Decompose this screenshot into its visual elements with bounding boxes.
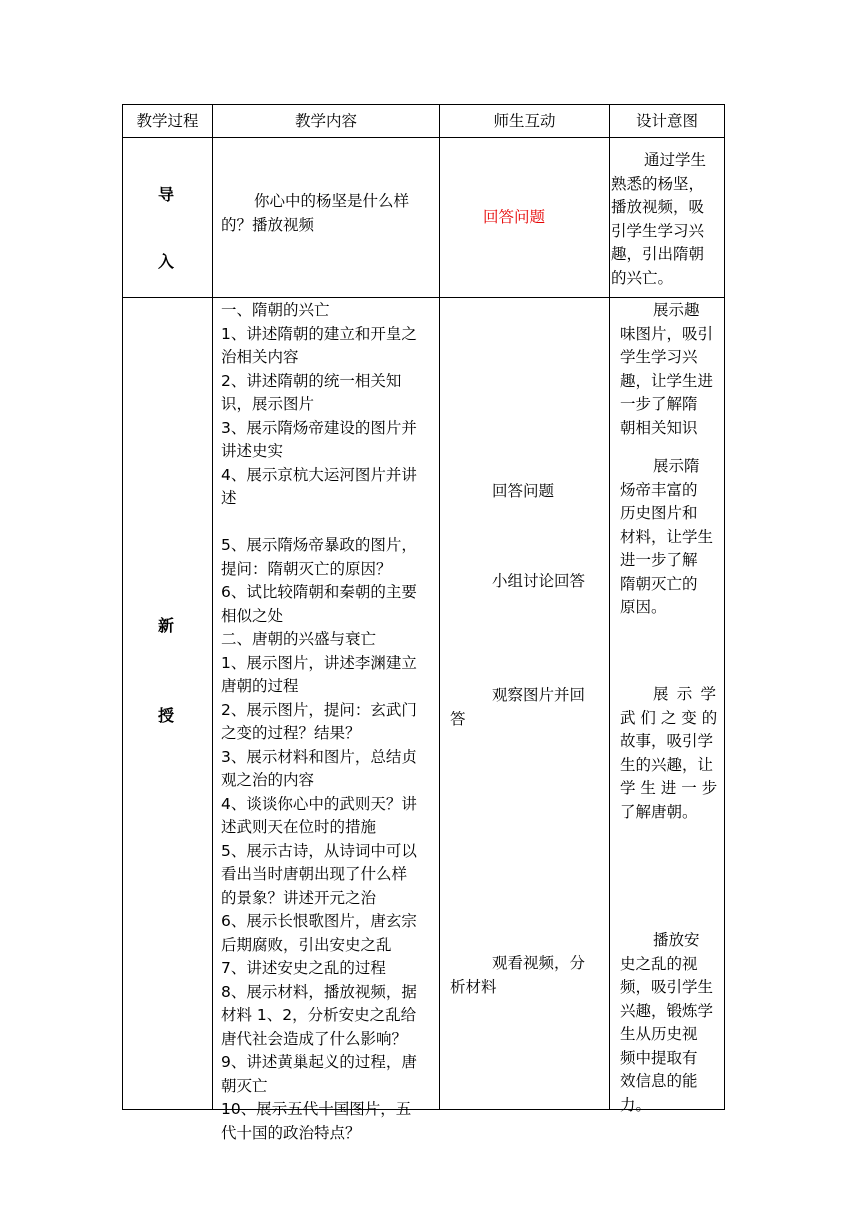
intent-block xyxy=(620,455,716,620)
intent-line: 播放视频，吸 xyxy=(611,198,705,216)
column-divider xyxy=(609,104,610,1110)
intent-line: 朝相关知识 xyxy=(620,418,698,437)
intent-line: 力。 xyxy=(620,1095,652,1114)
content-line: 治相关内容 xyxy=(221,348,299,366)
intent-line: 效信息的能 xyxy=(620,1072,698,1090)
stage-label: 导 xyxy=(158,185,175,204)
intent-line: 史之乱的视 xyxy=(620,954,698,973)
intent-block xyxy=(620,299,716,440)
intent-line: 频中提取有 xyxy=(620,1048,698,1067)
content-line: 识，展示图片 xyxy=(221,395,315,413)
content-line: 代十国的政治特点？ xyxy=(221,1123,361,1142)
content-line: 观之治的内容 xyxy=(221,771,315,789)
content-line: 7、讲述安史之乱的过程 xyxy=(221,959,386,977)
intent-block xyxy=(620,929,716,1117)
intent-cell xyxy=(611,149,721,290)
intent-line: 生的兴趣，让 xyxy=(620,755,714,774)
content-line: 4、谈谈你心中的武则天？讲 xyxy=(221,794,417,813)
intent-line: 炀帝丰富的 xyxy=(620,480,698,499)
intent-line: 展 示 学 xyxy=(653,685,716,703)
content-line: 6、试比较隋朝和秦朝的主要 xyxy=(221,583,417,601)
lesson-plan-table xyxy=(122,104,725,1142)
interaction-line: 答 xyxy=(450,709,466,728)
content-line: 唐代社会造成了什么影响？ xyxy=(221,1029,408,1048)
content-line: 5、展示古诗，从诗词中可以 xyxy=(221,841,417,860)
content-line: 看出当时唐朝出现了什么样 xyxy=(221,865,408,883)
content-line: 唐朝的过程 xyxy=(221,677,299,695)
interaction-line: 析材料 xyxy=(450,977,497,996)
stage-label: 授 xyxy=(158,706,175,725)
intent-line: 展示趣 xyxy=(653,301,700,319)
content-line: 4、展示京杭大运河图片并讲 xyxy=(221,465,417,484)
intent-line: 学 生 进 一 步 xyxy=(620,779,718,797)
intent-line: 一步了解隋 xyxy=(620,395,698,413)
intent-line: 进一步了解 xyxy=(620,551,698,569)
content-cell xyxy=(221,190,436,237)
intent-line: 故事，吸引学 xyxy=(620,732,714,750)
content-line: 1、讲述隋朝的建立和开皇之 xyxy=(221,324,417,343)
intent-line: 趣，让学生进 xyxy=(620,371,714,390)
intent-line: 原因。 xyxy=(620,598,667,616)
content-line: 1、展示图片，讲述李渊建立 xyxy=(221,653,417,672)
stage-label: 入 xyxy=(158,252,175,271)
content-line: 朝灭亡 xyxy=(221,1076,268,1095)
content-line: 后期腐败，引出安史之乱 xyxy=(221,935,392,954)
blank-line xyxy=(221,511,436,535)
intent-block xyxy=(620,683,716,824)
interaction-text: 回答问题 xyxy=(492,482,555,500)
content-line: 2、讲述隋朝的统一相关知 xyxy=(221,371,402,390)
intent-line: 的兴亡。 xyxy=(611,268,674,287)
content-cell xyxy=(221,299,436,1145)
intent-line: 历史图片和 xyxy=(620,504,698,522)
content-line: 材料 1、2，分析安史之乱给 xyxy=(221,1006,417,1024)
header-interaction: 师生互动 xyxy=(493,112,556,130)
intent-line: 了解唐朝。 xyxy=(620,802,698,821)
interaction-text xyxy=(450,952,605,999)
intent-line: 熟悉的杨坚， xyxy=(611,174,705,193)
interaction-text: 小组讨论回答 xyxy=(492,572,586,590)
header-content: 教学内容 xyxy=(294,112,357,130)
header-process: 教学过程 xyxy=(136,112,199,130)
interaction-line: 观察图片并回 xyxy=(492,686,586,704)
content-line: 3、展示材料和图片，总结贞 xyxy=(221,747,417,766)
content-line: 的？播放视频 xyxy=(221,215,315,234)
content-line: 3、展示隋炀帝建设的图片并 xyxy=(221,418,417,437)
content-line: 6、展示长恨歌图片，唐玄宗 xyxy=(221,912,417,930)
column-divider xyxy=(212,104,213,1110)
header-intent: 设计意图 xyxy=(635,112,698,130)
table-border-left xyxy=(122,104,123,1110)
interaction-text: 回答问题 xyxy=(483,208,546,226)
intent-line: 武 们 之 变 的 xyxy=(620,708,718,727)
intent-line: 频，吸引学生 xyxy=(620,978,714,996)
stage-label: 新 xyxy=(158,616,175,635)
intent-line: 材料，让学生 xyxy=(620,527,714,546)
content-line: 你心中的杨坚是什么样 xyxy=(254,192,410,210)
intent-line: 趣，引出隋朝 xyxy=(611,245,705,263)
content-line: 8、展示材料，播放视频，据 xyxy=(221,982,417,1001)
content-line: 的景象？讲述开元之治 xyxy=(221,888,377,907)
content-line: 述武则天在位时的措施 xyxy=(221,818,377,836)
intent-line: 播放安 xyxy=(653,931,700,949)
content-line: 述 xyxy=(221,489,237,507)
column-divider xyxy=(439,104,440,1110)
intent-line: 兴趣，锻炼学 xyxy=(620,1001,714,1020)
content-line: 讲述史实 xyxy=(221,442,284,460)
interaction-text xyxy=(450,684,605,731)
interaction-line: 观看视频，分 xyxy=(492,954,586,972)
intent-line: 味图片，吸引 xyxy=(620,324,714,343)
intent-line: 隋朝灭亡的 xyxy=(620,574,698,593)
content-line: 提问：隋朝灭亡的原因？ xyxy=(221,559,392,578)
content-line: 10、展示五代十国图片，五 xyxy=(221,1100,412,1118)
content-line: 二、唐朝的兴盛与衰亡 xyxy=(221,630,377,648)
content-line: 一、隋朝的兴亡 xyxy=(221,301,330,319)
content-line: 5、展示隋炀帝暴政的图片， xyxy=(221,536,417,554)
intent-line: 通过学生 xyxy=(644,151,707,169)
intent-line: 展示隋 xyxy=(653,457,700,475)
content-line: 2、展示图片，提问：玄武门 xyxy=(221,700,417,719)
intent-line: 学生学习兴 xyxy=(620,348,698,366)
content-line: 相似之处 xyxy=(221,606,284,625)
content-line: 9、讲述黄巢起义的过程，唐 xyxy=(221,1053,417,1071)
content-line: 之变的过程？结果？ xyxy=(221,724,361,742)
intent-line: 生从历史视 xyxy=(620,1025,698,1043)
table-border-right xyxy=(724,104,725,1110)
intent-line: 引学生学习兴 xyxy=(611,221,705,240)
